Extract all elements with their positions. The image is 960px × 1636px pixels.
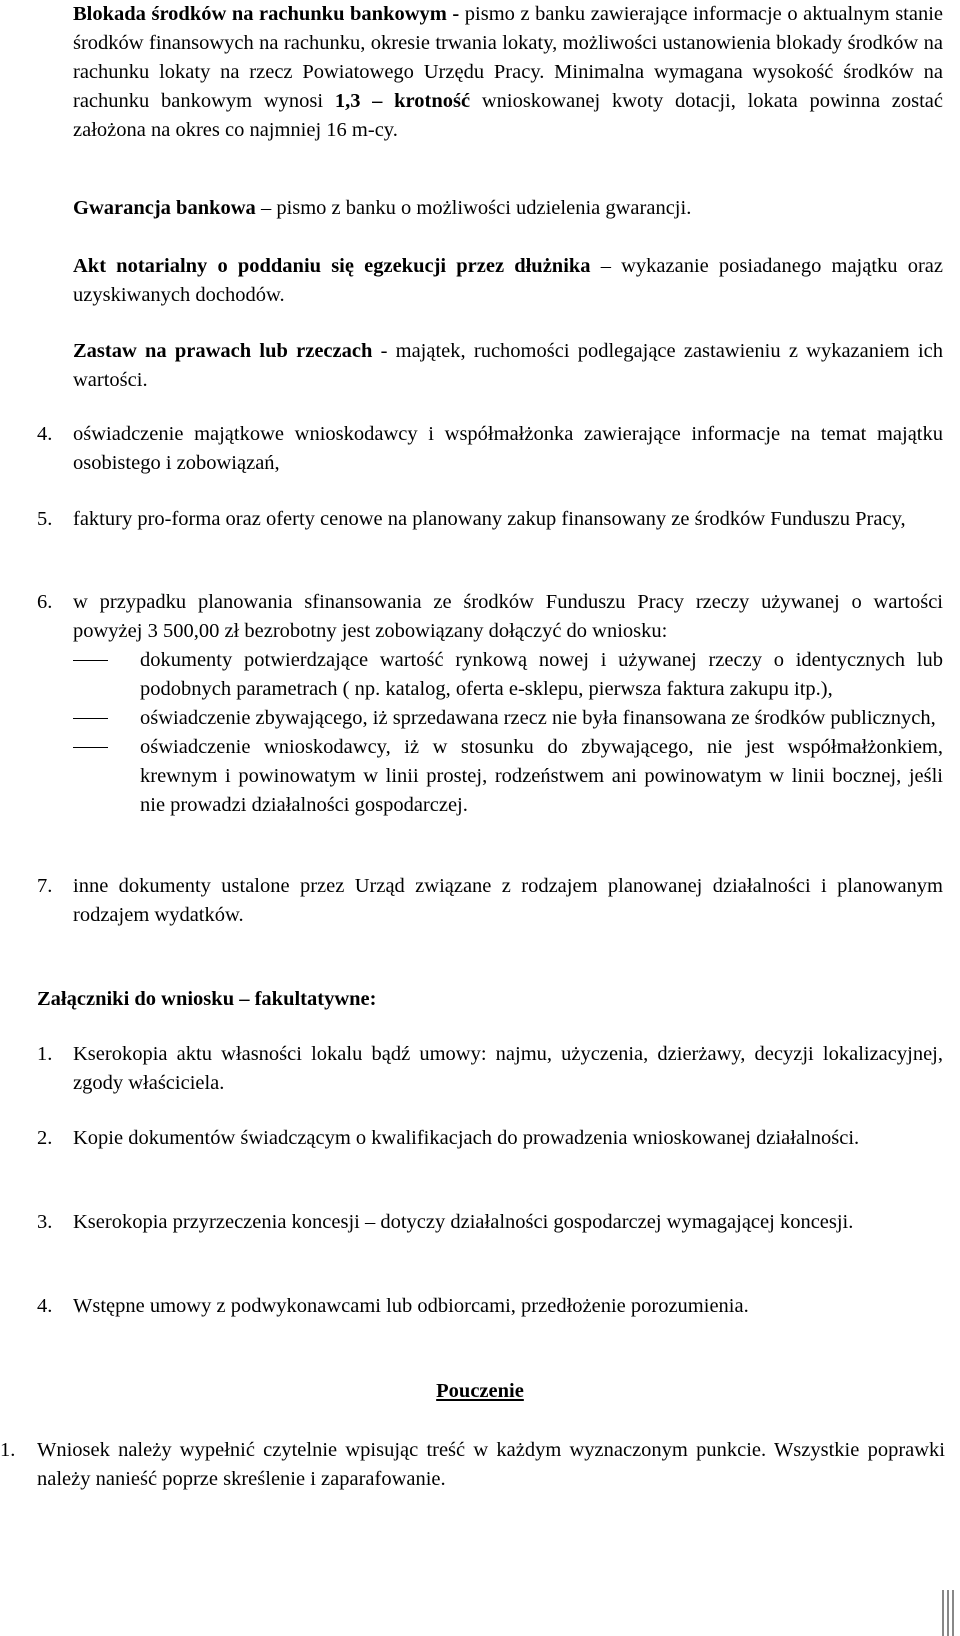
list-item bbox=[37, 420, 943, 478]
list-item bbox=[37, 872, 943, 930]
dash-item bbox=[73, 704, 943, 733]
gwarancja-paragraph bbox=[73, 194, 943, 223]
attachment-text: Kserokopia przyrzeczenia koncesji – dotyczy działalności gospodarczej wymagającej koncesji. bbox=[73, 1211, 854, 1233]
list-text: oświadczenie majątkowe wnioskodawcy i współmałżonka zawierające informacje na temat majątku osobistego i zobowiązań, bbox=[73, 423, 943, 474]
instruction-item bbox=[0, 1436, 945, 1494]
attachment-number: 2. bbox=[37, 1127, 53, 1149]
blokada-text-b: wnioskowanej kwoty dotacji, lokata powinna zostać założona na okres co najmniej 16 m-cy. bbox=[73, 90, 943, 141]
list-text: faktury pro-forma oraz oferty cenowe na planowany zakup finansowany ze środków Funduszu Pracy, bbox=[73, 508, 906, 530]
edge-line bbox=[947, 1590, 949, 1636]
edge-line bbox=[952, 1590, 954, 1636]
attachment-item bbox=[37, 1040, 943, 1098]
instruction-number: 1. bbox=[0, 1439, 16, 1461]
attachment-text: Wstępne umowy z podwykonawcami lub odbiorcami, przedłożenie porozumienia. bbox=[73, 1295, 749, 1317]
list-number: 5. bbox=[37, 508, 53, 530]
list-number: 4. bbox=[37, 423, 53, 445]
zastaw-paragraph bbox=[73, 337, 943, 395]
page-edge-mark bbox=[942, 1590, 960, 1636]
dash-text: oświadczenie zbywającego, iż sprzedawana rzecz nie była finansowana ze środków publicznych, bbox=[140, 707, 936, 729]
akt-notarialny-paragraph bbox=[73, 252, 943, 310]
list-item bbox=[37, 505, 943, 534]
attachment-item bbox=[37, 1208, 943, 1237]
edge-line bbox=[942, 1590, 944, 1636]
attachment-number: 3. bbox=[37, 1211, 53, 1233]
attachment-number: 1. bbox=[37, 1043, 53, 1065]
list-item bbox=[37, 588, 943, 820]
instruction-text: Wniosek należy wypełnić czytelnie wpisując treść w każdym wyznaczonym punkcie. Wszystkie poprawki należy nanieść poprze skreślenie i zaparafowanie. bbox=[37, 1439, 945, 1490]
gwarancja-term: Gwarancja bankowa bbox=[73, 197, 256, 219]
attachment-item bbox=[37, 1124, 943, 1153]
list-text: inne dokumenty ustalone przez Urząd związane z rodzajem planowanej działalności i planowanym rodzajem wydatków. bbox=[73, 875, 943, 926]
attachment-number: 4. bbox=[37, 1295, 53, 1317]
blokada-text-a: pismo z banku zawierające informacje o aktualnym stanie środków finansowych na rachunku, okresie trwania lokaty, możliwości ustanowienia blokady środków na rachunku lokaty na rzecz Powiatowego Urzędu Pracy. Minimalna wymagana wysokość środków na rachunku bankowym wynosi bbox=[73, 3, 944, 112]
attachment-text: Kopie dokumentów świadczącym o kwalifikacjach do prowadzenia wnioskowanej działalności. bbox=[73, 1127, 860, 1149]
list-number: 7. bbox=[37, 875, 53, 897]
attachment-item bbox=[37, 1292, 943, 1321]
gwarancja-text: – pismo z banku o możliwości udzielenia gwarancji. bbox=[255, 197, 692, 219]
dash-text: dokumenty potwierdzające wartość rynkową nowej i używanej rzeczy o identycznych lub podobnych parametrach ( np. katalog, oferta e-sklepu, pierwsza faktura zakupu itp.), bbox=[140, 649, 943, 700]
dash-list bbox=[73, 646, 943, 820]
dash-item bbox=[73, 646, 943, 704]
blokada-paragraph bbox=[73, 0, 943, 145]
blokada-term: Blokada środków na rachunku bankowym - bbox=[73, 3, 460, 25]
dash-item bbox=[73, 733, 943, 820]
zastaw-text: - majątek, ruchomości podlegające zastawieniu z wykazaniem ich wartości. bbox=[73, 340, 943, 391]
dash-text: oświadczenie wnioskodawcy, iż w stosunku do zbywającego, nie jest współmałżonkiem, krewnym i powinowatym w linii prostej, rodzeństwem ani powinowatym w linii bocznej, jeśli nie prowadzi działalności gospodarczej. bbox=[140, 736, 943, 816]
list-number: 6. bbox=[37, 591, 53, 613]
list-text: w przypadku planowania sfinansowania ze środków Funduszu Pracy rzeczy używanej o wartości powyżej 3 500,00 zł bezrobotny jest zobowiązany dołączyć do wniosku: bbox=[73, 591, 943, 642]
attachments-heading: Załączniki do wniosku – fakultatywne: bbox=[37, 988, 377, 1010]
akt-notarialny-term: Akt notarialny o poddaniu się egzekucji przez dłużnika bbox=[73, 255, 591, 277]
akt-notarialny-text: – wykazanie posiadanego majątku oraz uzyskiwanych dochodów. bbox=[73, 255, 943, 306]
krotnosc-term: 1,3 – krotność bbox=[334, 90, 471, 112]
zastaw-term: Zastaw na prawach lub rzeczach bbox=[73, 340, 373, 362]
attachment-text: Kserokopia aktu własności lokalu bądź umowy: najmu, użyczenia, dzierżawy, decyzji lokalizacyjnej, zgody właściciela. bbox=[73, 1043, 943, 1094]
instruction-heading: Pouczenie bbox=[436, 1380, 524, 1402]
